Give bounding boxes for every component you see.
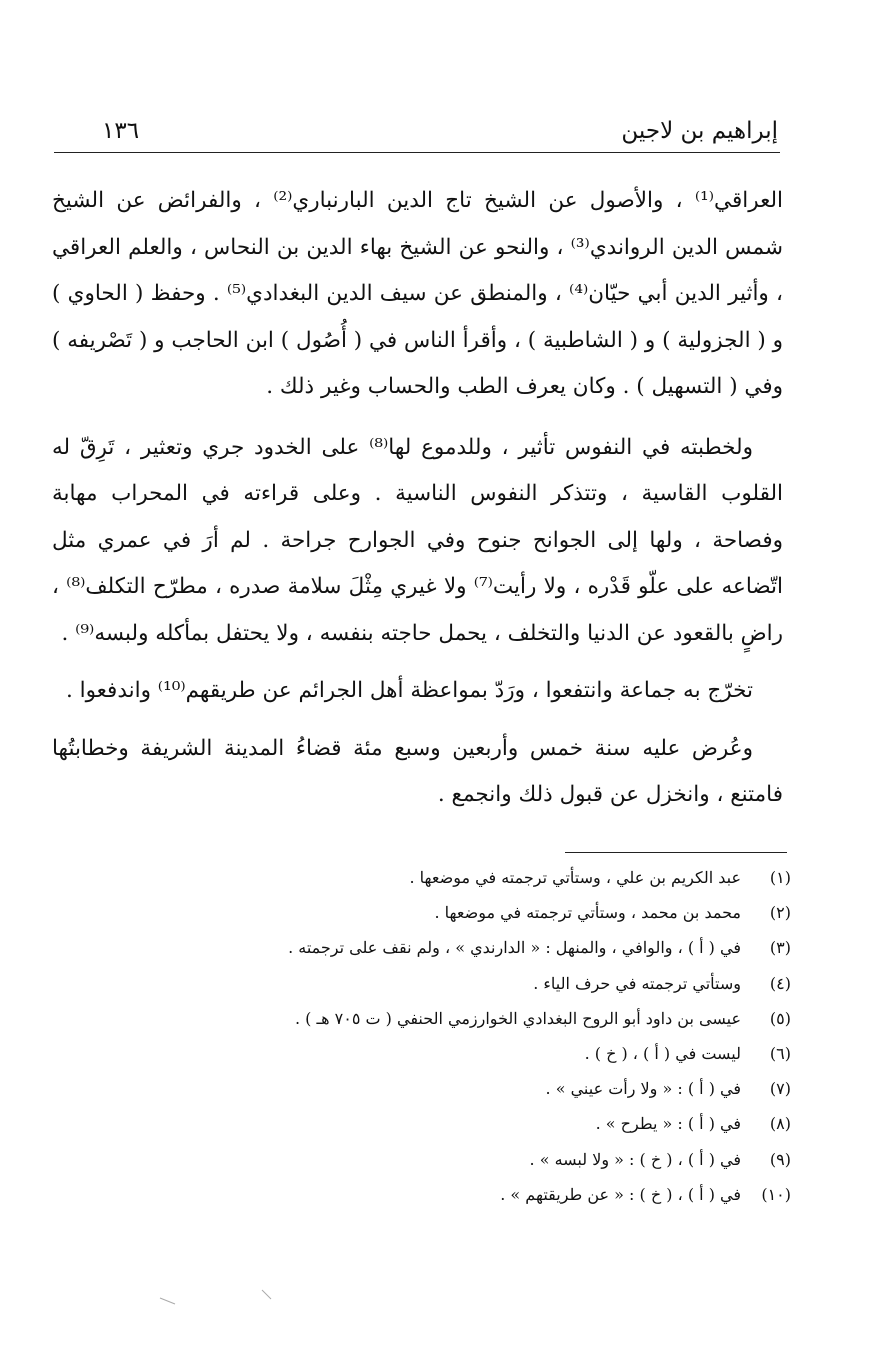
footnote-text: ليست في ( أ ) ، ( خ ) . — [584, 1043, 741, 1063]
footnote-number: (١) — [769, 868, 791, 887]
footnote-text: في ( أ ) ، ( خ ) : « ولا لبسه » . — [529, 1149, 741, 1169]
footnote-text: في ( أ ) ، والوافي ، والمنهل : « الدارندي » ، ولم نقف على ترجمته . — [288, 938, 741, 958]
footnote — [61, 1150, 791, 1185]
footnote-text: وستأتي ترجمته في حرف الياء . — [533, 973, 741, 993]
footnote — [61, 1044, 791, 1079]
footnote-number: (٨) — [769, 1114, 791, 1134]
footnote — [61, 868, 791, 903]
footnotes — [61, 868, 791, 1220]
footnote-number: (٣) — [769, 938, 791, 958]
header-rule — [54, 152, 780, 153]
footnote — [61, 1079, 791, 1114]
footnote-text: عيسى بن داود أبو الروح البغدادي الخوارزمي الحنفي ( ت ٧٠٥ هـ ) . — [294, 1008, 741, 1028]
footnote-number: (١٠) — [761, 1184, 791, 1204]
footnote-text: في ( أ ) ، ( خ ) : « عن طريقتهم » . — [500, 1184, 741, 1204]
page-number: ١٣٦ — [102, 118, 140, 144]
footnote-number: (٤) — [769, 973, 791, 993]
running-header — [56, 118, 778, 152]
footnote — [61, 1009, 791, 1044]
footnote-number: (٦) — [769, 1043, 791, 1063]
footnote — [61, 938, 791, 973]
footnote — [61, 1114, 791, 1149]
footnote — [61, 1185, 791, 1220]
footnote-number: (٥) — [769, 1008, 791, 1028]
footnote-number: (٧) — [769, 1079, 791, 1099]
footnote-text: عبد الكريم بن علي ، وستأتي ترجمته في موضعها . — [409, 868, 741, 887]
footnote-text: محمد بن محمد ، وستأتي ترجمته في موضعها . — [434, 903, 741, 923]
footnote — [61, 903, 791, 938]
footnote-text: في ( أ ) : « ولا رأت عيني » . — [545, 1079, 741, 1099]
running-title: إبراهيم بن لاجين — [621, 118, 778, 144]
footnote-text: في ( أ ) : « يطرح » . — [595, 1114, 741, 1134]
footnote-number: (٩) — [769, 1149, 791, 1169]
footnote — [61, 974, 791, 1009]
paragraph: تخرّج به جماعة وانتفعوا ، ورَدّ بمواعظة أهل الجرائم عن طريقهم⁽¹⁰⁾ واندفعوا . — [65, 678, 753, 703]
footnote-number: (٢) — [769, 903, 791, 923]
paragraph: ولخطبته في النفوس تأثير ، وللدموع لها⁽⁸⁾ على الخدود جري وتعثير ، تَرِقّ له القلوب القاسية ، وتتذكر النفوس الناسية . وعلى قراءته في المحراب مهابة وفصاحة ، ولها إلى الجوانح جنوح وفي الجوارح جراحة . لم أرَ في عمري مثل اتّضاعه على علّو قَدْره ، ولا رأيت⁽⁷⁾ ولا غيري مِثْلَ سلامة صدره ، مطرّح التكلف⁽⁸⁾ ، راضٍ بالقعود عن الدنيا والتخلف ، يحمل حاجته بنفسه ، ولا يحتفل بمأكله ولبسه⁽⁹⁾ . — [52, 434, 783, 646]
paragraph: العراقي⁽¹⁾ ، والأصول عن الشيخ تاج الدين البارنباري⁽²⁾ ، والفرائض عن الشيخ شمس الدين الرواندي⁽³⁾ ، والنحو عن الشيخ بهاء الدين بن النحاس ، والعلم العراقي ، وأثير الدين أبي حيّان⁽⁴⁾ ، والمنطق عن سيف الدين البغدادي⁽⁵⁾ . وحفظ ( الحاوي ) و ( الجزولية ) و ( الشاطبية ) ، وأقرأ الناس في ( أُصُول ) ابن الحاجب و ( تَصْريفه ) وفي ( التسهيل ) . وكان يعرف الطب والحساب وغير ذلك . — [52, 188, 783, 399]
footnote-rule — [565, 852, 787, 853]
paragraph: وعُرض عليه سنة خمس وأربعين وسبع مئة قضاءُ المدينة الشريفة وخطابتُها فامتنع ، وانخزل عن قبول ذلك وانجمع . — [52, 735, 783, 807]
main-text — [52, 178, 783, 819]
